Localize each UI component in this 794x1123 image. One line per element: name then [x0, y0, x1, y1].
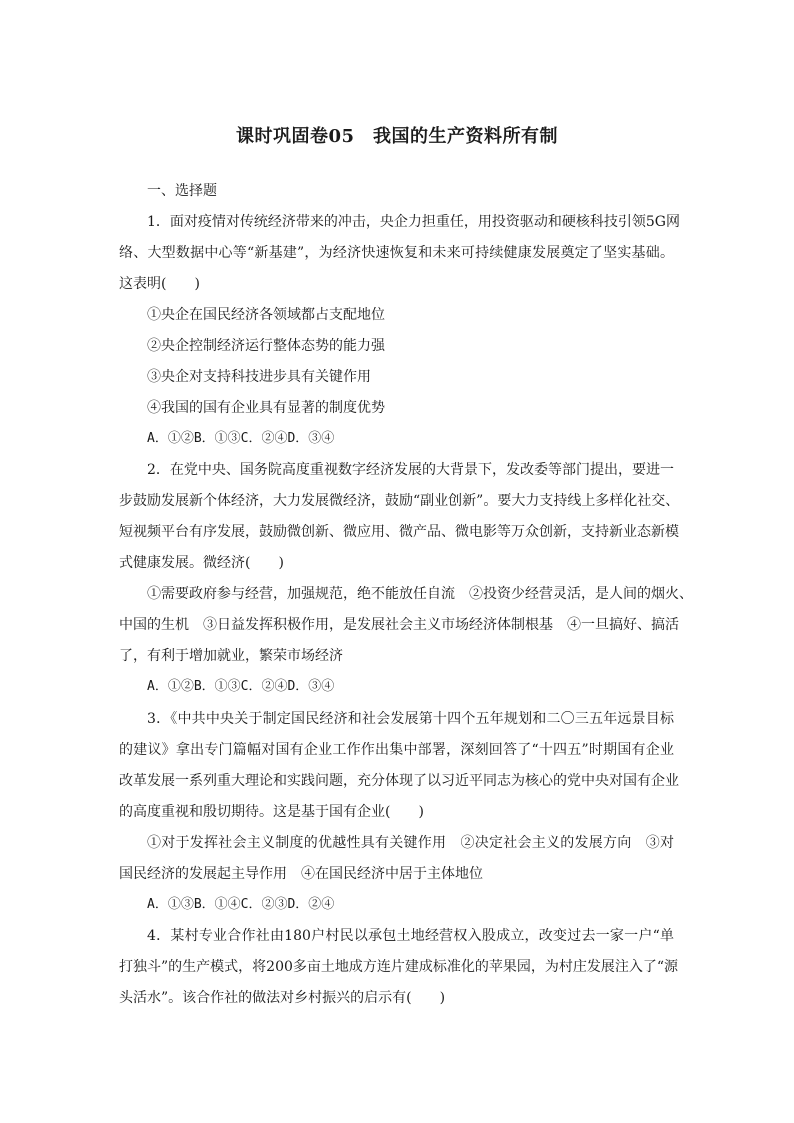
- q3-stem-line-2: 的建议》拿出专门篇幅对国有企业工作作出集中部署，深刻回答了“十四五”时期国有企业: [119, 742, 674, 758]
- q4-stem-line-3: 头活水”。该合作社的做法对乡村振兴的启示有( ): [119, 990, 446, 1006]
- q1-statement-4: ④我国的国有企业具有显著的制度优势: [147, 400, 385, 416]
- document-title: 课时巩固卷05 我国的生产资料所有制: [235, 126, 559, 147]
- q1-choices: A．①②B．①③C．②④D．③④: [147, 431, 335, 446]
- q1-stem-line-2: 络、大型数据中心等“新基建”，为经济快速恢复和未来可持续健康发展奠定了坚实基础。: [119, 245, 674, 261]
- q1-stem-line-3: 这表明( ): [119, 276, 200, 292]
- q2-stem-line-2: 步鼓励发展新个体经济，大力发展微经济，鼓励“副业创新”。要大力支持线上多样化社交、: [119, 493, 680, 509]
- q2-choices: A．①②B．①③C．②④D．③④: [147, 679, 335, 694]
- q2-stem-line-1: 2．在党中央、国务院高度重视数字经济发展的大背景下，发改委等部门提出，要进一: [147, 462, 674, 478]
- q2-statements-line-3: 了，有利于增加就业，繁荣市场经济: [119, 648, 343, 664]
- q1-statement-2: ②央企控制经济运行整体态势的能力强: [147, 338, 385, 354]
- q4-stem-line-2: 打独斗”的生产模式，将200多亩土地成方连片建成标准化的苹果园，为村庄发展注入了“源: [119, 959, 679, 975]
- q1-stem-line-1: 1．面对疫情对传统经济带来的冲击，央企力担重任，用投资驱动和硬核科技引领5G网: [147, 214, 680, 230]
- section-heading: 一、选择题: [147, 183, 217, 199]
- q2-statements-line-1: ①需要政府参与经营，加强规范，绝不能放任自流 ②投资少经营灵活，是人间的烟火、: [147, 586, 693, 602]
- q3-statements-line-1: ①对于发挥社会主义制度的优越性具有关键作用 ②决定社会主义的发展方向 ③对: [147, 835, 674, 851]
- q3-stem-line-4: 的高度重视和殷切期待。这是基于国有企业( ): [119, 804, 424, 820]
- q3-statements-line-2: 国民经济的发展起主导作用 ④在国民经济中居于主体地位: [119, 866, 483, 882]
- q1-statement-1: ①央企在国民经济各领域都占支配地位: [147, 307, 385, 323]
- q4-stem-line-1: 4．某村专业合作社由180户村民以承包土地经营权入股成立，改变过去一家一户“单: [147, 928, 674, 944]
- q1-statement-3: ③央企对支持科技进步具有关键作用: [147, 369, 371, 385]
- q3-stem-line-1: 3．《中共中央关于制定国民经济和社会发展第十四个五年规划和二〇三五年远景目标: [147, 711, 674, 727]
- q2-statements-line-2: 中国的生机 ③日益发挥积极作用，是发展社会主义市场经济体制根基 ④一旦搞好、搞活: [119, 617, 679, 633]
- q2-stem-line-4: 式健康发展。微经济( ): [119, 555, 284, 571]
- q2-stem-line-3: 短视频平台有序发展，鼓励微创新、微应用、微产品、微电影等万众创新，支持新业态新模: [119, 524, 679, 540]
- q3-choices: A．①③B．①④C．②③D．②④: [147, 897, 335, 912]
- q3-stem-line-3: 改革发展一系列重大理论和实践问题，充分体现了以习近平同志为核心的党中央对国有企业: [119, 773, 679, 789]
